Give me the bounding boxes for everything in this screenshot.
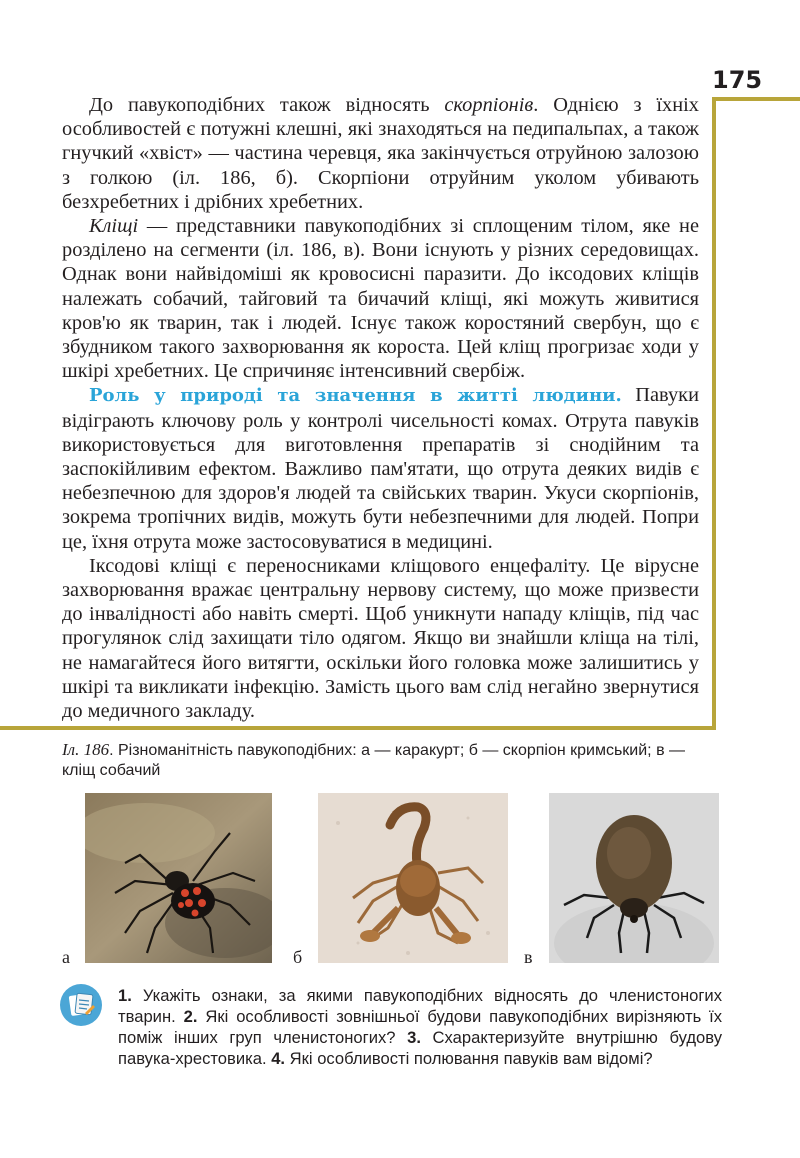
photo-label-b: б [293, 947, 303, 967]
notebook-question-icon [59, 983, 103, 1027]
photo-label-a: а [62, 947, 70, 967]
border-vertical-line [712, 97, 716, 730]
photo-scorpion [318, 793, 508, 963]
page-number: 175 [712, 66, 763, 94]
photo-label-c: в [524, 947, 533, 967]
paragraph-encephalitis: Іксодові кліщі є переносниками кліщового енцефаліту. Це вірусне захворювання вражає центральну нервову систему, що може призвести до інвалідності або навіть смерті. Щоб уникнути нападу кліщів, під час прогулянок слід захищати тіло одягом. Якщо ви знайшли кліща на тілі, не намагайтеся його витягти, оскільки його головка може залишитись у шкірі та викликати інфекцію. Замість цього вам слід негайно звернутися до медичного закладу. [62, 554, 699, 723]
paragraph-role: Роль у природі та значення в житті людини. Павуки відіграють ключову роль у контролі чисельності комах. Отрута павуків використовується для виготовлення препаратів зі снодійним та заспокійливим ефектом. Важливо пам'ятати, що отрута деяких видів є небезпечною для здоров'я людей та свійських тварин. Укуси скорпіонів, зокрема тропічних видів, можуть бути небезпечними для людей. Попри це, їхня отрута може застосовуватися в медицині. [62, 384, 699, 553]
paragraph-scorpions: До павукоподібних також відносять скорпіонів. Однією з їхніх особливостей є потужні клешні, які знаходяться на педипальпах, а також гнучкий «хвіст» — частина черевця, яка закінчується отруйною залозою з голкою (іл. 186, б). Скорпіони отруйним уколом убивають безхребетних і дрібних хребетних. [62, 94, 699, 213]
photo-tick [549, 793, 719, 963]
border-bottom-line [0, 726, 716, 730]
figure-caption: Іл. 186. Різноманітність павукоподібних: а — каракурт; б — скорпіон кримський; в — кліщ собачий [62, 740, 686, 779]
border-top-line [712, 97, 800, 101]
section-heading: Роль у природі та значення в житті людини. [89, 385, 622, 407]
paragraph-ticks: Кліщі — представники павукоподібних зі сплощеним тілом, яке не розділено на сегменти (іл. 186, в). Вони існують у різних середовищах. Однак вони найвідоміші як кровосисні паразити. До іксодових кліщів належать собачий, тайговий та бичачий кліщі, які можуть живитися кров'ю як тварин, так і людей. Існує також коростяний свербун, що є збудником такого захворювання як короста. Цей кліщ прогризає ходи у шкірі хребетних. Це спричиняє інтенсивний свербіж. [62, 215, 699, 383]
review-questions: 1. Укажіть ознаки, за якими павукоподібних відносять до членистоногих тварин. 2. Які особливості зовнішньої будови павукоподібних вирізняють їх поміж інших груп членистоногих? 3. Схарактеризуйте внутрішню будову павука-хрестовика. 4. Які особливості полювання павуків вам відомі? [118, 986, 723, 1068]
photo-karakurt [85, 793, 272, 963]
main-text [62, 93, 699, 723]
